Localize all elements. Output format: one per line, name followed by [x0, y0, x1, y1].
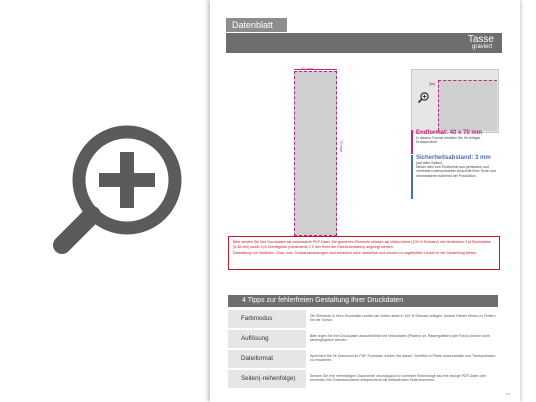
safety-text: Dieser wird vom Endformat aus gemessen und verhindert unerwünschten Anschnitt Ihrer Texte und Informationen während der Produktion.	[416, 165, 496, 178]
width-dimension-label: 40 mm	[301, 66, 314, 71]
tip-row	[228, 370, 498, 388]
page-number: 1/2	[506, 392, 511, 396]
tip-row	[228, 350, 498, 368]
header-bar	[226, 33, 502, 53]
corner-detail-box	[411, 69, 499, 133]
endformat-title: Endformat: 40 x 70 mm	[416, 130, 483, 136]
height-dimension-label: 70 mm	[339, 140, 344, 153]
header-tab: Datenblatt	[226, 18, 287, 32]
safety-subtitle: (auf allen Seiten)	[416, 161, 443, 165]
warning-line-2: Darstellung von Verläufen, Grau- bzw. Schwarzabstufungen sind technisch nicht darstellbar und können zu ungewollten Lücken in der Darstellung führen.	[233, 251, 477, 256]
tip-label: Farbmodus	[228, 310, 306, 328]
corner-detail-area	[438, 80, 497, 131]
tip-label: Dateiformat	[228, 350, 306, 368]
tips-heading: 4 Tipps zur fehlerfreien Gestaltung Ihrer Druckdaten	[228, 295, 498, 307]
endformat-text: In diesem Format erhalten Sie Ihr fertiges Druckprodukt.	[416, 136, 481, 145]
product-title: Tasse	[467, 34, 494, 45]
warning-line-1: Bitte senden Sie Ihre Druckdaten als vektorisierte PDF-Datei. Die gravierten Elemente müssen als Vollton-farbe (100 % Schwarz) mit mindestens 3 pt Strichstärke (0,36 mm) sowie 3 pt Schriftgröße (mindestens 2,5 mm Höhe der Kleinbuchstaben) angelegt werden.	[233, 240, 491, 249]
magnifier-icon	[417, 91, 430, 104]
tip-label: Seiten(-reihenfolge)	[228, 370, 306, 388]
tip-row	[228, 330, 498, 348]
tip-text: Die Elemente in Ihren Druckdaten sollten als Vollton-farbe in 100 % Schwarz anlegen. Andere Farben führen zu Fehlern bei der Gravur.	[310, 314, 496, 323]
tip-text: Bitte legen Sie Ihre Druckdaten ausschließlich mit Vektordaten (Pfaden) an. Rastergrafiken (wie Fotos) können nicht wiedergegeben werden.	[310, 334, 490, 343]
tip-label: Auflösung	[228, 330, 306, 348]
product-subtitle: graviert	[471, 44, 492, 50]
safety-margin-note	[411, 155, 499, 199]
print-area-template	[294, 71, 337, 236]
scissors-icon: ✂	[429, 80, 436, 89]
safety-title: Sicherheitsabstand: 3 mm	[416, 155, 491, 161]
tip-text: Senden Sie Ihre mehrseitigen Dokumente chronologisch in korrekter Reihenfolge als eine einzige PDF-Datei oder benennen Sie Einzeldokumente entsprechend mit fortlaufenden Seitennummern.	[310, 374, 487, 383]
tip-row	[228, 310, 498, 328]
datasheet-page	[210, 0, 520, 402]
tip-text: Speichern Sie Ihr Dokument im PDF-Formatab. Achten Sie darauf, Schriften in Pfade umzuwandeln und Transparenzen zu reduzieren.	[310, 354, 496, 363]
sheet-header	[226, 18, 502, 54]
zoom-in-icon[interactable]	[40, 95, 210, 265]
warning-box	[228, 236, 500, 270]
endformat-note	[411, 130, 499, 154]
